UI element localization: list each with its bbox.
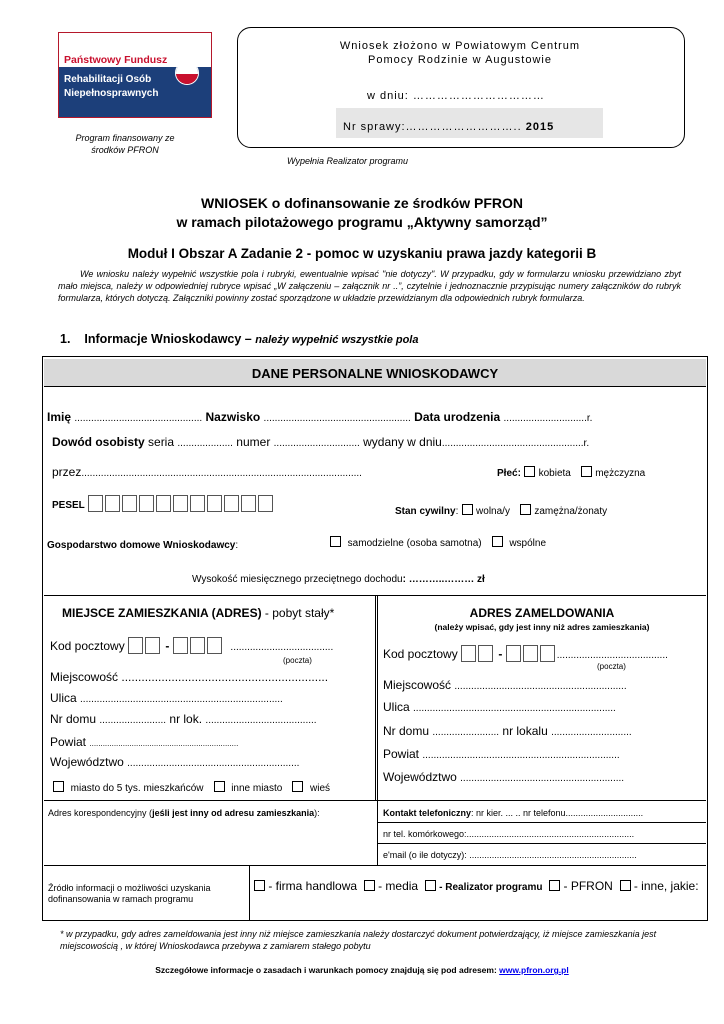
res-county-row: Powiat ................................................................... bbox=[50, 735, 239, 749]
res-postal-code[interactable] bbox=[128, 639, 162, 653]
issuer-field[interactable]: ..................................................................................................... bbox=[81, 468, 362, 479]
res-county-field[interactable]: ................................................................... bbox=[89, 739, 239, 748]
res-city-field[interactable]: .............................................................. bbox=[121, 670, 329, 684]
registration-subtitle: (należy wpisać, gdy jest inny niż adres zamieszkania) bbox=[434, 622, 650, 632]
pfron-link[interactable]: www.pfron.org.pl bbox=[499, 965, 569, 975]
phone-row[interactable]: Kontakt telefoniczny: nr kier. ... .. nr telefonu............................... bbox=[383, 808, 644, 818]
res-house-row: Nr domu ........................ nr lok. ........................................ bbox=[50, 712, 317, 726]
birth-date-field[interactable]: ..............................r. bbox=[503, 413, 593, 424]
checkbox-married[interactable] bbox=[520, 504, 531, 515]
res-flat-field[interactable]: ........................................ bbox=[205, 715, 317, 726]
reg-city-row: Miejscowość .............................................................. bbox=[383, 678, 627, 692]
mobile-row[interactable]: nr tel. komórkowego:................................................................... bbox=[383, 829, 635, 839]
source-options: - firma handlowa - media - Realizator programu - PFRON - inne, jakie: bbox=[254, 879, 699, 893]
checkbox-other-city[interactable] bbox=[214, 781, 225, 792]
checkbox-independent[interactable] bbox=[330, 536, 341, 547]
reg-postal-row: Kod pocztowy - ........................................ bbox=[383, 647, 668, 661]
divider bbox=[378, 822, 706, 823]
footnote: * w przypadku, gdy adres zameldowania jest inny niż miejsce zamieszkania należy dostarczyć dokument potwierdzający, iż miejsce zamieszkania jest miejscowością , w której Wnioskodawca przebywa z zamiarem stałego pobytu bbox=[60, 929, 657, 951]
pfron-logo bbox=[58, 32, 212, 118]
res-post-office-field[interactable]: ..................................... bbox=[230, 642, 334, 653]
checkbox-male[interactable] bbox=[581, 466, 592, 477]
reg-flat-field[interactable]: ............................. bbox=[551, 727, 632, 738]
checkbox-village[interactable] bbox=[292, 781, 303, 792]
income-row: Wysokość miesięcznego przeciętnego dochodu: ………..……… zł bbox=[192, 574, 485, 585]
id-row: Dowód osobisty seria .................... numer ............................... wydany w dniu...................................................r. bbox=[52, 435, 590, 449]
reg-voivodeship-row: Województwo ........................................................... bbox=[383, 770, 625, 784]
res-postal-row: Kod pocztowy - ..................................... bbox=[50, 639, 334, 653]
checkbox-media[interactable] bbox=[364, 880, 375, 891]
issuer-row: przez..................................................................................................... bbox=[52, 465, 362, 479]
divider bbox=[378, 843, 706, 844]
res-voivodeship-row: Województwo .............................................................. bbox=[50, 755, 300, 769]
res-post-office-label: (poczta) bbox=[283, 656, 312, 665]
reg-postal-code[interactable] bbox=[461, 647, 495, 661]
module-title: Moduł I Obszar A Zadanie 2 - pomoc w uzyskaniu prawa jazdy kategorii B bbox=[127, 246, 597, 261]
divider bbox=[377, 800, 378, 865]
divider bbox=[44, 865, 706, 866]
form-subtitle: w ramach pilotażowego programu „Aktywny samorząd” bbox=[176, 214, 548, 230]
checkbox-single[interactable] bbox=[462, 504, 473, 515]
program-note: Program finansowany ze środków PFRON bbox=[75, 133, 175, 155]
sex-row: Płeć: kobieta mężczyzna bbox=[497, 468, 646, 479]
registration-office: Wniosek złożono w Powiatowym Centrum Pomocy Rodzinie w Augustowie bbox=[339, 40, 581, 66]
date-field[interactable]: w dniu: …………………………… bbox=[367, 90, 545, 102]
reg-street-row: Ulica ......................................................................... bbox=[383, 700, 616, 714]
res-street-row: Ulica ......................................................................... bbox=[50, 691, 283, 705]
checkbox-pfron[interactable] bbox=[549, 880, 560, 891]
checkbox-shared[interactable] bbox=[492, 536, 503, 547]
checkbox-other[interactable] bbox=[620, 880, 631, 891]
logo-flag-icon bbox=[175, 61, 199, 85]
household-options: samodzielne (osoba samotna) wspólne bbox=[330, 535, 546, 549]
reg-post-office-field[interactable]: ........................................ bbox=[556, 650, 668, 661]
reg-county-field[interactable]: ....................................................................... bbox=[422, 750, 620, 761]
section-heading: 1. Informacje Wnioskodawcy – należy wypełnić wszystkie pola bbox=[60, 332, 419, 346]
id-number-field[interactable]: ............................... bbox=[273, 438, 360, 449]
source-label: Źródło informacji o możliwości uzyskania dofinansowania w ramach programu bbox=[48, 883, 211, 904]
case-number-field[interactable]: Nr sprawy:……………………….. 2015 bbox=[343, 121, 555, 133]
divider bbox=[249, 865, 250, 921]
reg-county-row: Powiat ....................................................................... bbox=[383, 747, 620, 761]
res-city-row: Miejscowość .............................................................. bbox=[50, 670, 329, 684]
name-row: Imię .............................................. Nazwisko ..................................................... Data urodzenia ..............................r. bbox=[47, 410, 593, 424]
divider bbox=[44, 800, 706, 801]
pesel-boxes[interactable] bbox=[88, 497, 275, 511]
id-series-field[interactable]: .................... bbox=[177, 438, 233, 449]
correspondence-label[interactable]: Adres korespondencyjny (jeśli jest inny od adresu zamieszkania): bbox=[48, 808, 320, 818]
email-row[interactable]: e'mail (o ile dotyczy): ................................................................... bbox=[383, 850, 637, 860]
instructions: We wniosku należy wypełnić wszystkie pola i rubryki, ewentualnie wpisać "nie dotyczy". W przypadku, gdy w formularzu wniosku przewidziano zbyt mało miejsca, należy w odpowiedniej rubryce wpisać „W załączeniu – załącznik nr ..”, czytelnie i jednoznacznie przypisując numery załączników do rubryk formularza, których dotyczą. Załączniki powinny zostać sporządzone w układzie przewidzianym dla odpowiednich rubryk formularza. bbox=[58, 269, 681, 303]
last-name-field[interactable]: ..................................................... bbox=[263, 413, 411, 424]
pesel-row: PESEL bbox=[52, 495, 275, 512]
reg-post-office-label: (poczta) bbox=[597, 662, 626, 671]
reg-street-field[interactable]: ......................................................................... bbox=[413, 703, 616, 714]
divider bbox=[375, 595, 376, 800]
checkbox-company[interactable] bbox=[254, 880, 265, 891]
id-date-field[interactable]: ...................................................r. bbox=[441, 438, 590, 449]
res-postal-code-2[interactable] bbox=[173, 639, 224, 653]
logo-text-1: Państwowy Fundusz bbox=[64, 54, 168, 66]
logo-text-3: Niepełnosprawnych bbox=[64, 88, 159, 99]
reg-voivodeship-field[interactable]: ........................................................... bbox=[460, 773, 625, 784]
res-street-field[interactable]: ......................................................................... bbox=[80, 694, 283, 705]
checkbox-realizator[interactable] bbox=[425, 880, 436, 891]
income-field[interactable]: : ………..……… zł bbox=[402, 574, 485, 585]
reg-postal-code-2[interactable] bbox=[506, 647, 557, 661]
fill-note: Wypełnia Realizator programu bbox=[287, 156, 409, 166]
registration-title: ADRES ZAMELDOWANIA bbox=[469, 606, 615, 620]
reg-house-row: Nr domu ........................ nr lokalu ............................. bbox=[383, 724, 632, 738]
checkbox-small-town[interactable] bbox=[53, 781, 64, 792]
form-title: WNIOSEK o dofinansowanie ze środków PFRON bbox=[200, 195, 524, 211]
logo-text-2: Rehabilitacji Osób bbox=[64, 74, 152, 85]
first-name-field[interactable]: .............................................. bbox=[74, 413, 203, 424]
personal-header: DANE PERSONALNE WNIOSKODAWCY bbox=[251, 366, 499, 381]
res-house-field[interactable]: ........................ bbox=[99, 715, 167, 726]
reg-city-field[interactable]: .............................................................. bbox=[454, 681, 627, 692]
res-voivodeship-field[interactable]: .............................................................. bbox=[127, 758, 300, 769]
household-label: Gospodarstwo domowe Wnioskodawcy: bbox=[47, 540, 239, 551]
residence-title: MIEJSCE ZAMIESZKANIA (ADRES) - pobyt stały* bbox=[62, 606, 335, 620]
locality-type-row: miasto do 5 tys. mieszkańców inne miasto wieś bbox=[53, 780, 330, 794]
reg-house-field[interactable]: ........................ bbox=[432, 727, 500, 738]
info-line: Szczegółowe informacje o zasadach i warunkach pomocy znajdują się pod adresem: www.pfron.org.pl bbox=[155, 965, 569, 975]
checkbox-female[interactable] bbox=[524, 466, 535, 477]
marital-row: Stan cywilny: wolna/y zamężna/żonaty bbox=[395, 506, 608, 517]
